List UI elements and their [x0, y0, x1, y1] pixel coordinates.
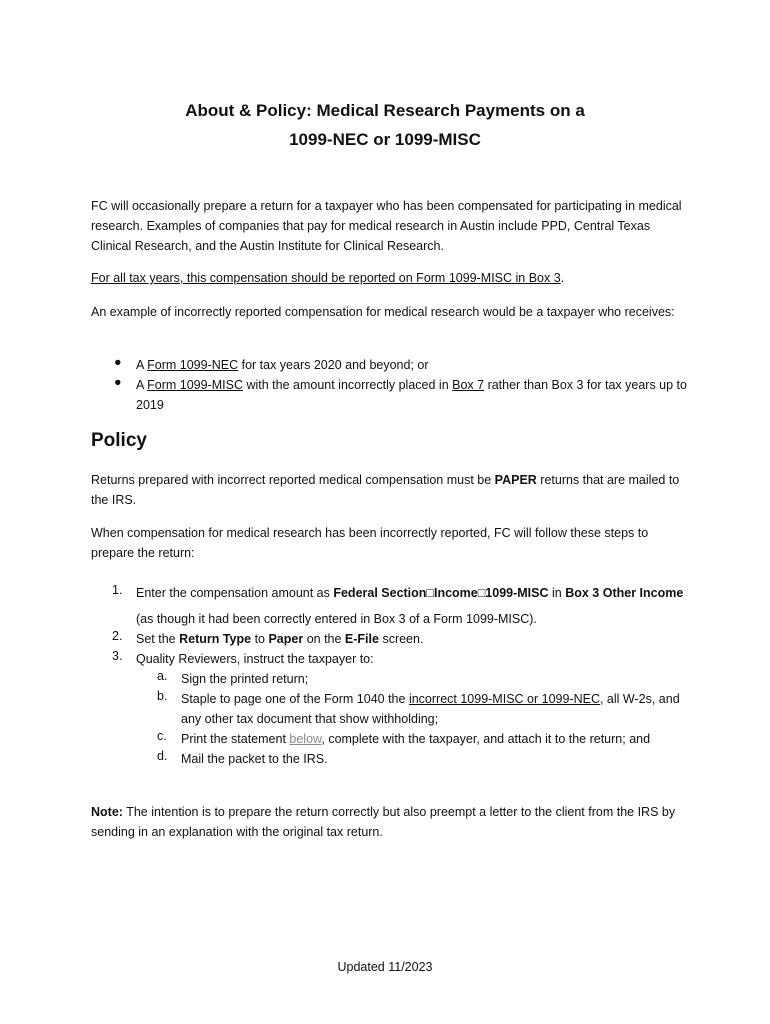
policy-paragraph-1: Returns prepared with incorrect reported medical compensation must be PAPER returns that are mailed to the IRS. [91, 473, 680, 507]
example-intro-paragraph: An example of incorrectly reported compensation for medical research would be a taxpayer who receives: [91, 305, 675, 319]
form-1099-nec-link[interactable]: Form 1099-NEC [147, 358, 239, 372]
title-line-2: 1099-NEC or 1099-MISC [289, 130, 481, 149]
policy-heading: Policy [91, 430, 147, 451]
title-line-1: About & Policy: Medical Research Payments on a [185, 101, 585, 120]
step-3: Quality Reviewers, instruct the taxpayer to: [136, 652, 374, 666]
incorrect-forms-link[interactable]: incorrect 1099-MISC or 1099-NEC [408, 692, 600, 706]
sub-step-d: Mail the packet to the IRS. [181, 752, 328, 766]
sub-step-c: Print the statement below, complete with the taxpayer, and attach it to the return; and [181, 732, 651, 746]
updated-footer: Updated 11/2023 [337, 960, 433, 974]
bullet-item-2: A Form 1099-MISC with the amount incorrectly placed in Box 7 rather than Box 3 for tax years up to 2019 [136, 378, 687, 412]
all-years-text: For all tax years, this compensation should be reported on Form 1099-MISC in Box 3 [91, 271, 561, 285]
note-paragraph: Note: The intention is to prepare the return correctly but also preempt a letter to the client from the IRS by sending in an explanation with the original tax return. [91, 805, 676, 839]
bullet-dot: ● [114, 375, 122, 389]
sub-step-b: Staple to page one of the Form 1040 the incorrect 1099-MISC or 1099-NEC, all W-2s, and any other tax document that show withholding; [181, 692, 680, 726]
form-1099-misc-link[interactable]: Form 1099-MISC [147, 378, 243, 392]
sub-step-label: a. [157, 669, 168, 683]
sub-step-label: b. [157, 689, 168, 703]
step-1: Enter the compensation amount as Federal Section□Income□1099-MISC in Box 3 Other Income (as though it had been correctly entered in Box 3 of a Form 1099-MISC). [136, 586, 684, 626]
intro-paragraph: FC will occasionally prepare a return for a taxpayer who has been compensated for participating in medical research. Examples of companies that pay for medical research in Austin include PPD, Central Texas Clinical Research, and the Austin Institute for Clinical Research. [91, 199, 682, 253]
step-number: 2. [112, 629, 123, 643]
page-title [0, 96, 770, 154]
sub-step-a: Sign the printed return; [181, 672, 309, 686]
all-years-paragraph: For all tax years, this compensation should be reported on Form 1099-MISC in Box 3. [91, 271, 565, 285]
bullet-item-1: A Form 1099-NEC for tax years 2020 and beyond; or [136, 358, 429, 372]
policy-paragraph-2: When compensation for medical research has been incorrectly reported, FC will follow these steps to prepare the return: [91, 526, 649, 560]
bullet-dot: ● [114, 355, 122, 369]
step-2: Set the Return Type to Paper on the E-File screen. [136, 632, 424, 646]
step-number: 3. [112, 649, 123, 663]
sub-step-label: d. [157, 749, 168, 763]
step-number: 1. [112, 583, 123, 597]
box-7-link[interactable]: Box 7 [452, 378, 485, 392]
sub-step-label: c. [157, 729, 167, 743]
statement-below-link[interactable]: below [289, 732, 322, 746]
